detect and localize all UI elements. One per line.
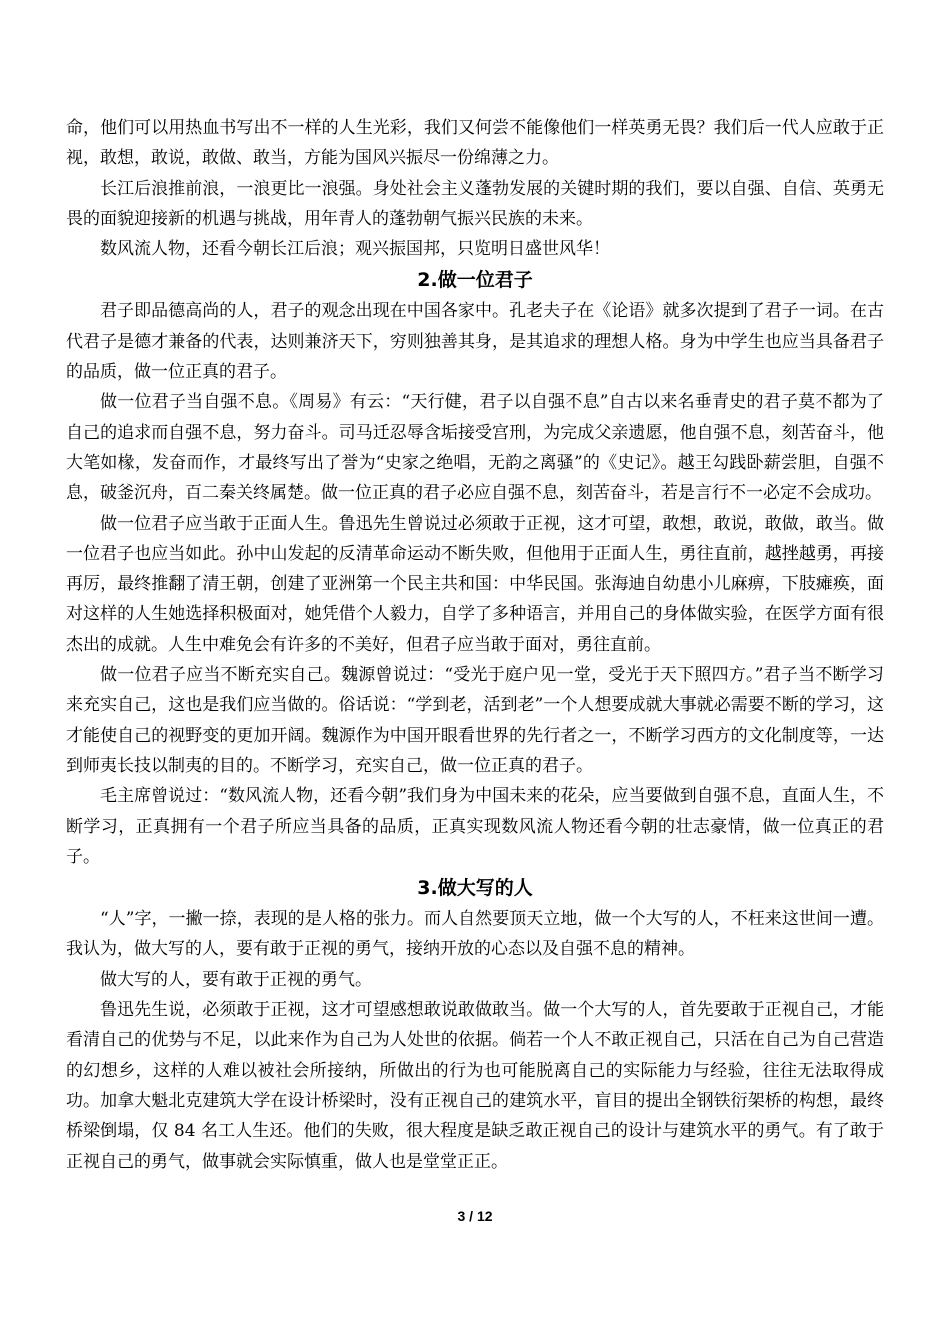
paragraph: 做一位君子应当敢于正面人生。鲁迅先生曾说过必须敢于正视，这才可望，敢想，敢说，敢做，敢当。做一位君子也应当如此。孙中山发起的反清革命运动不断失败，但他用于正面人生，勇往直前，越挫越勇，再接再厉，最终推翻了清王朝，创建了亚洲第一个民主共和国：中华民国。张海迪自幼患小儿麻痹，下肢瘫痪，面对这样的人生她选择积极面对，她凭借个人毅力，自学了多种语言，并用自己的身体做实验，在医学方面有很杰出的成就。人生中难免会有许多的不美好，但君子应当敢于面对，勇往直前。	[66, 513, 884, 655]
paragraph: 君子即品德高尚的人，君子的观念出现在中国各家中。孔老夫子在《论语》就多次提到了君子一词。在古代君子是德才兼备的代表，达则兼济天下，穷则独善其身，是其追求的理想人格。身为中学生也应当具备君子的品质，做一位正真的君子。	[66, 301, 884, 383]
paragraph: 做一位君子当自强不息。《周易》有云：“天行健，君子以自强不息”自古以来名垂青史的君子莫不都为了自己的追求而自强不息，努力奋斗。司马迁忍辱含垢接受宫刑，为完成父亲遗愿，他自强不息，刻苦奋斗，他大笔如椽，发奋而作，才最终写出了誉为“史家之绝唱，无韵之离骚”的《史记》。越王勾践卧薪尝胆，自强不息，破釜沉舟，百二秦关终属楚。做一位正真的君子必应自强不息，刻苦奋斗，若是言行不一必定不会成功。	[66, 392, 884, 504]
paragraph: “人”字，一撇一捺，表现的是人格的张力。而人自然要顶天立地，做一个大写的人，不枉来这世间一遭。我认为，做大写的人，要有敢于正视的勇气，接纳开放的心态以及自强不息的精神。	[66, 909, 884, 960]
paragraph: 长江后浪推前浪，一浪更比一浪强。身处社会主义蓬勃发展的关键时期的我们，要以自强、自信、英勇无畏的面貌迎接新的机遇与挑战，用年青人的蓬勃朝气振兴民族的未来。	[66, 178, 884, 229]
paragraph: 鲁迅先生说，必须敢于正视，这才可望感想敢说敢做敢当。做一个大写的人，首先要敢于正视自己，才能看清自己的优势与不足，以此来作为自己为人处世的依据。倘若一个人不敢正视自己，只活在自己为自己营造的幻想乡，这样的人难以被社会所接纳，所做出的行为也可能脱离自己的实际能力与经验，往往无法取得成功。加拿大魁北克建筑大学在设计桥梁时，没有正视自己的建筑水平，盲目的提出全钢铁衍架桥的构想，最终桥梁倒塌，仅 84 名工人生还。他们的失败，很大程度是缺乏敢正视自己的设计与建筑水平的勇气。有了敢于正视自己的勇气，做事就会实际慎重，做人也是堂堂正正。	[66, 1000, 884, 1172]
section-heading-2: 2.做一位君子	[417, 269, 533, 292]
paragraph: 数风流人物，还看今朝长江后浪；观兴振国邦，只览明日盛世风华！	[100, 239, 610, 260]
document-body	[66, 113, 884, 1177]
paragraph: 做一位君子应当不断充实自己。魏源曾说过：“受光于庭户见一堂，受光于天下照四方。”君子当不断学习来充实自己，这也是我们应当做的。俗话说：“学到老，活到老”一个人想要成就大事就必需要不断的学习，这才能使自己的视野变的更加开阔。魏源作为中国开眼看世界的先行者之一，不断学习西方的文化制度等，一达到师夷长技以制夷的目的。不断学习，充实自己，做一位正真的君子。	[66, 665, 884, 776]
paragraph: 毛主席曾说过：“数风流人物，还看今朝”我们身为中国未来的花朵，应当要做到自强不息，直面人生，不断学习，正真拥有一个君子所应当具备的品质，正真实现数风流人物还看今朝的壮志豪情，做一位真正的君子。	[66, 786, 884, 867]
paragraph: 做大写的人，要有敢于正视的勇气。	[100, 969, 372, 990]
page-number: 3 / 12	[457, 1208, 493, 1224]
paragraph-continued: 命，他们可以用热血书写出不一样的人生光彩，我们又何尝不能像他们一样英勇无畏？我们后一代人应敢于正视，敢想，敢说，敢做、敢当，方能为国风兴振尽一份绵薄之力。	[66, 118, 884, 169]
section-heading-3: 3.做大写的人	[417, 877, 533, 900]
